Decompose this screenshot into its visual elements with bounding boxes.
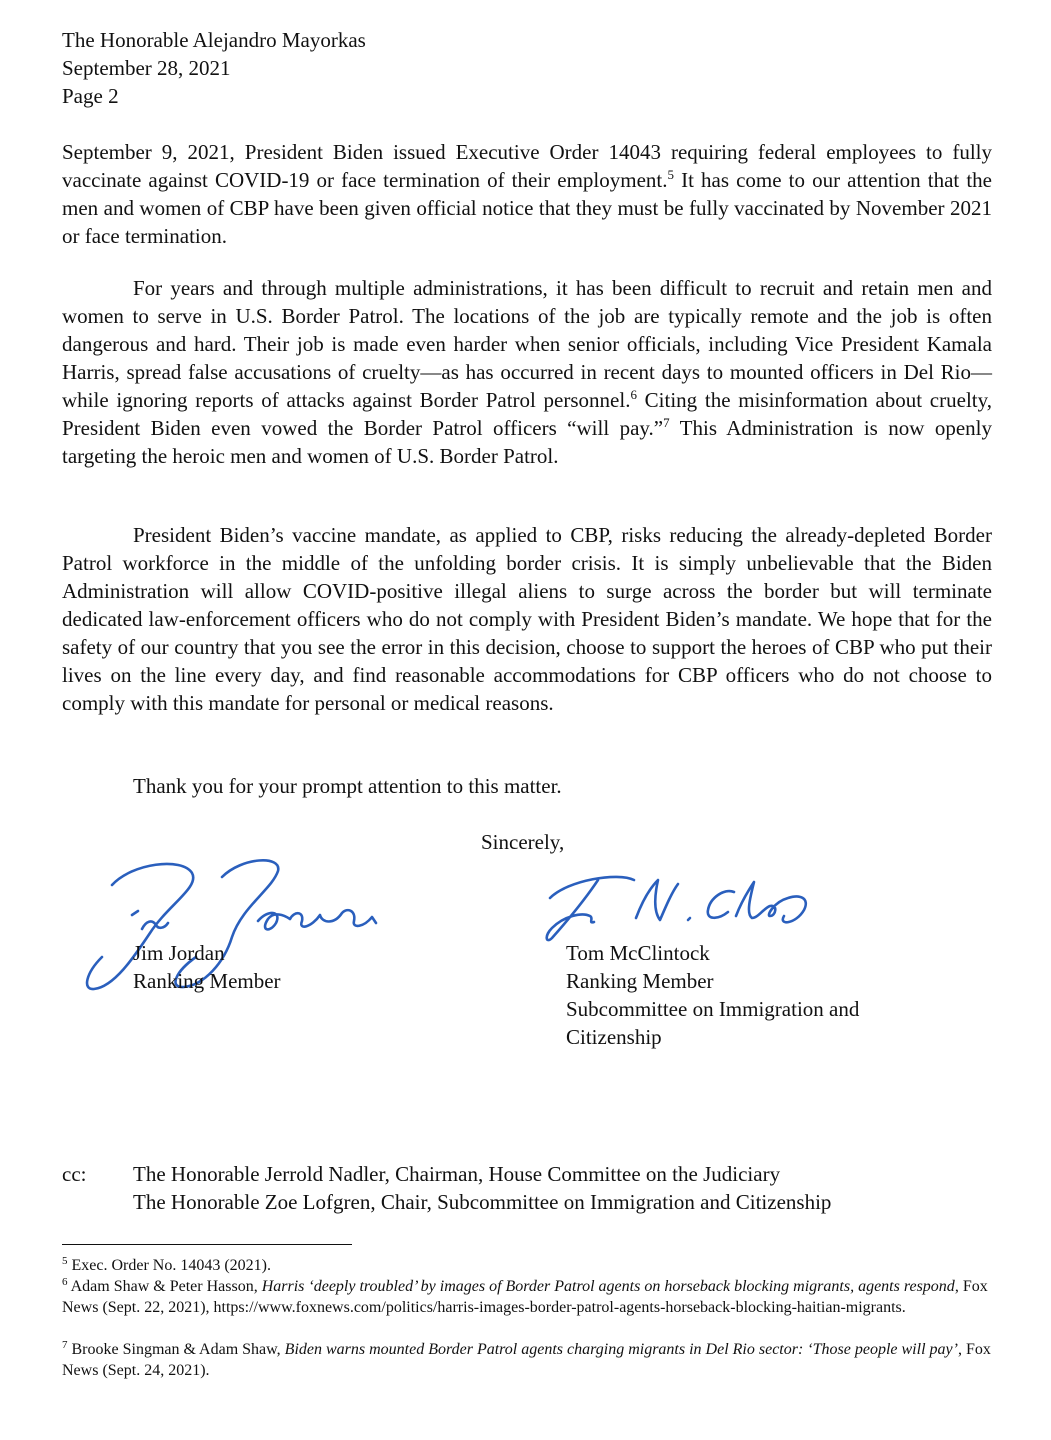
cc-line-2: The Honorable Zoe Lofgren, Chair, Subcommittee on Immigration and Citizenship xyxy=(133,1190,832,1214)
cc-line-1: The Honorable Jerrold Nadler, Chairman, House Committee on the Judiciary xyxy=(133,1162,781,1186)
footnote-5-text: Exec. Order No. 14043 (2021). xyxy=(67,1257,271,1274)
body-paragraph-2 xyxy=(62,274,992,470)
header-page-number: Page 2 xyxy=(62,84,119,108)
header-date: September 28, 2021 xyxy=(62,56,231,80)
footnote-7-number: 7 xyxy=(62,1339,68,1351)
footnote-6 xyxy=(62,1276,992,1318)
footnote-ref-5: 5 xyxy=(667,167,674,182)
p2-text-a: For years and through multiple administrations, it has been difficult to recruit and retain men and women to serve in U.S. Border Patrol. The locations of the job are typically remote and the job is often dangerous and hard. Their job is made even harder when senior officials, including Vice President Kamala Harris, spread false accusations of cruelty—as has occurred in recent days to mounted officers in Del Rio—while ignoring reports of attacks against Border Patrol personnel. xyxy=(62,276,992,412)
signature-tom-mcclintock xyxy=(538,858,828,948)
footnote-5-number: 5 xyxy=(62,1255,68,1267)
footnote-divider xyxy=(62,1244,352,1245)
signer-right-name: Tom McClintock xyxy=(566,941,710,965)
footnote-5 xyxy=(62,1255,992,1276)
footnote-7-title: Biden warns mounted Border Patrol agents charging migrants in Del Rio sector: ‘Those people will pay’ xyxy=(284,1341,958,1358)
p2-text-c: This Administration is now openly targeting the heroic men and women of U.S. Border Patrol. xyxy=(62,416,993,468)
signer-left-title: Ranking Member xyxy=(133,969,281,993)
header-recipient: The Honorable Alejandro Mayorkas xyxy=(62,28,366,52)
footnote-7-authors: Brooke Singman & Adam Shaw, xyxy=(67,1341,285,1358)
footnote-6-number: 6 xyxy=(62,1276,68,1288)
signer-right-subcommittee-1: Subcommittee on Immigration and xyxy=(566,997,860,1021)
footnote-7 xyxy=(62,1339,992,1381)
body-paragraph-3: President Biden’s vaccine mandate, as applied to CBP, risks reducing the already-depleted Border Patrol workforce in the middle of the unfolding border crisis. It is simply unbelievable that the Biden Administration will allow COVID-positive illegal aliens to surge across the border but will terminate dedicated law-enforcement officers who do not comply with President Biden’s mandate. We hope that for the safety of our country that you see the error in this decision, choose to support the heroes of CBP who put their lives on the line every day, and find reasonable accommodations for CBP officers who do not choose to comply with this mandate for personal or medical reasons. xyxy=(62,523,992,715)
footnote-ref-7: 7 xyxy=(663,415,670,430)
p1-text-b: It has come to our attention that the men and women of CBP have been given official notice that they must be fully vaccinated by November 2021 or face termination. xyxy=(62,168,992,248)
cc-label: cc: xyxy=(62,1162,87,1186)
body-paragraph-1 xyxy=(62,138,992,250)
footnote-6-title: Harris ‘deeply troubled’ by images of Border Patrol agents on horseback blocking migrants, agents respond xyxy=(261,1278,955,1295)
closing-sincerely: Sincerely, xyxy=(481,830,565,854)
footnote-ref-6: 6 xyxy=(630,387,637,402)
signer-left-name: Jim Jordan xyxy=(133,941,225,965)
signer-right-title: Ranking Member xyxy=(566,969,714,993)
footnote-7-source: , Fox News (Sept. 24, 2021). xyxy=(62,1341,991,1379)
signer-right-subcommittee-2: Citizenship xyxy=(566,1025,662,1049)
footnote-6-source: , Fox News (Sept. 22, 2021), https://www.foxnews.com/politics/harris-images-border-patrol-agents-horseback-blocking-haitian-migrants. xyxy=(62,1278,988,1316)
footnote-6-authors: Adam Shaw & Peter Hasson, xyxy=(67,1278,262,1295)
p1-text-a: September 9, 2021, President Biden issued Executive Order 14043 requiring federal employees to fully vaccinate against COVID-19 or face termination of their employment. xyxy=(62,140,992,192)
p2-text-b: Citing the misinformation about cruelty, President Biden even vowed the Border Patrol officers “will pay.” xyxy=(62,388,992,440)
body-paragraph-4: Thank you for your prompt attention to this matter. xyxy=(133,774,562,798)
